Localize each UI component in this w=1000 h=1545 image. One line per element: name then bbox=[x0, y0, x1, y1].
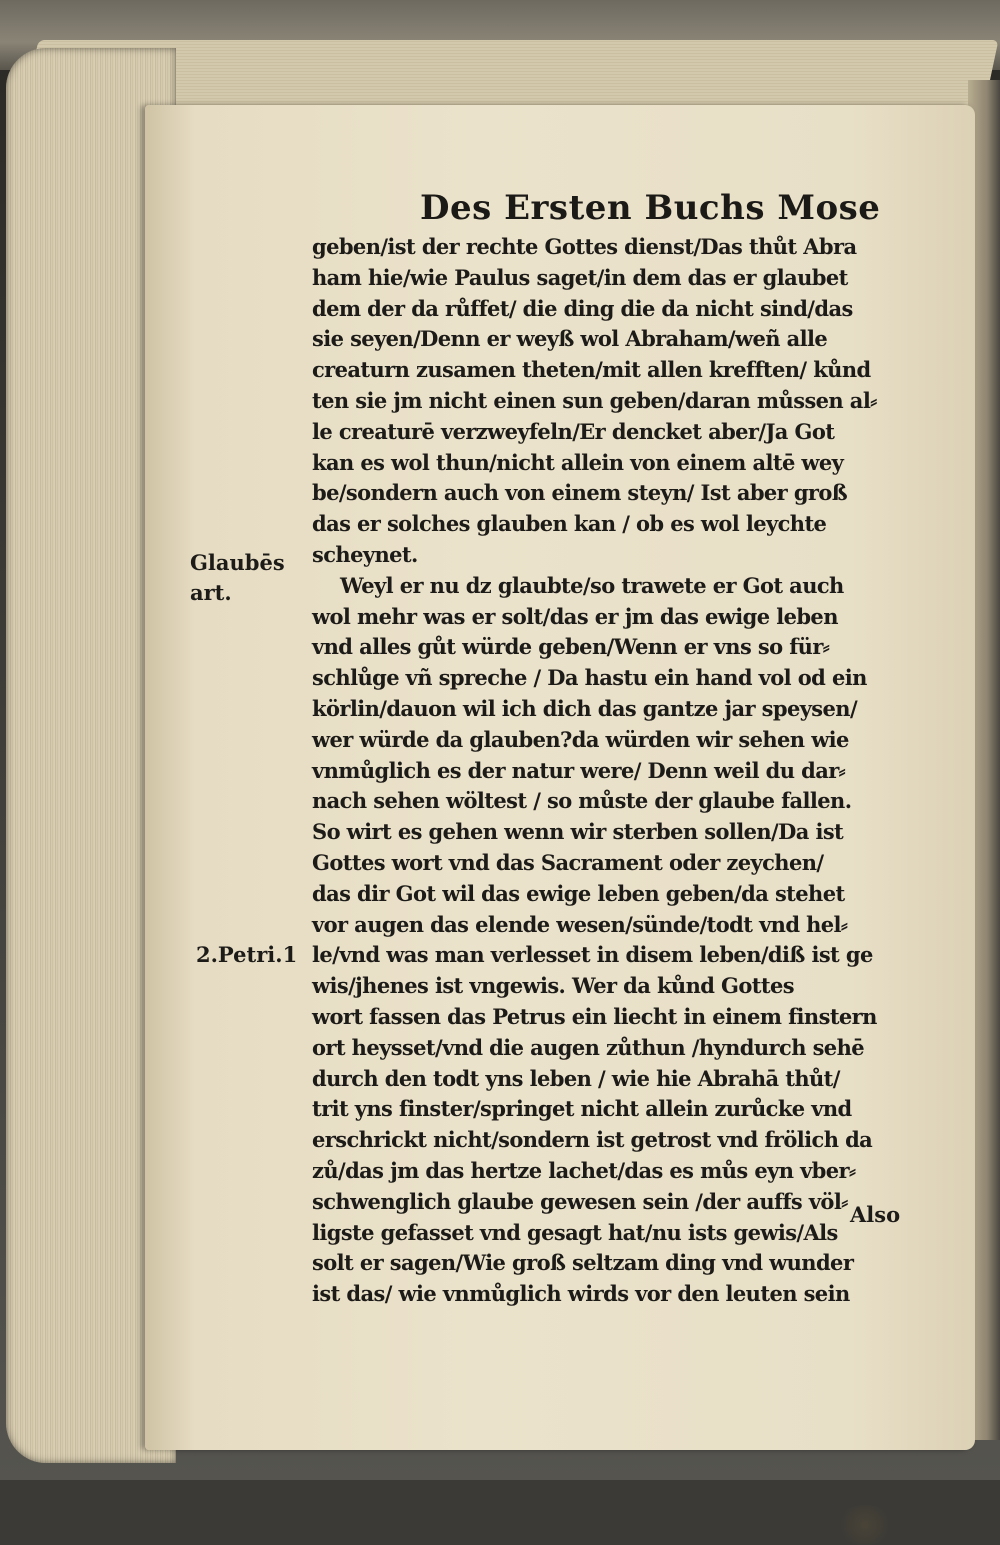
text-line: scheynet. bbox=[312, 541, 418, 567]
text-line: So wirt es gehen wenn wir sterben sollen/Da ist bbox=[312, 819, 844, 845]
text-line: ham hie/wie Paulus saget/in dem das er glaubet bbox=[312, 264, 848, 290]
margin-note-line: Glaubēs bbox=[190, 550, 285, 575]
text-line: erschrickt nicht/sondern ist getrost vnd frölich da bbox=[312, 1127, 873, 1153]
text-line: creaturn zusamen theten/mit allen krefften/ kůnd bbox=[312, 357, 871, 383]
text-line: vnmůglich es der natur were/ Denn weil du dar⸗ bbox=[312, 757, 846, 783]
text-line: nach sehen wöltest / so můste der glaube fallen. bbox=[312, 788, 852, 814]
text-line: das dir Got wil das ewige leben geben/da stehet bbox=[312, 880, 845, 906]
page-stain bbox=[835, 1505, 895, 1545]
text-line: vnd alles gůt würde geben/Wenn er vns so für⸗ bbox=[312, 634, 830, 660]
text-line: le creaturē verzweyfeln/Er dencket aber/Ja Got bbox=[312, 418, 835, 444]
text-line: schlůge vñ spreche / Da hastu ein hand vol od ein bbox=[312, 665, 867, 691]
margin-note-petri: 2.Petri.1 bbox=[196, 942, 298, 967]
text-line: sie seyen/Denn er weyß wol Abraham/weñ alle bbox=[312, 326, 828, 352]
text-line: ten sie jm nicht einen sun geben/daran můssen al⸗ bbox=[312, 387, 877, 413]
text-line: solt er sagen/Wie groß seltzam ding vnd wunder bbox=[312, 1250, 854, 1276]
text-line: dem der da růffet/ die ding die da nicht sind/das bbox=[312, 295, 853, 321]
text-line: ist das/ wie vnmůglich wirds vor den leuten sein bbox=[312, 1281, 850, 1307]
margin-note-glaubens-art bbox=[190, 548, 285, 608]
text-line: zů/das jm das hertze lachet/das es můs eyn vber⸗ bbox=[312, 1157, 856, 1183]
text-line: schwenglich glaube gewesen sein /der auffs völ⸗ bbox=[312, 1188, 848, 1214]
text-line: wis/jhenes ist vngewis. Wer da kůnd Gottes bbox=[312, 973, 794, 999]
text-line: Gottes wort vnd das Sacrament oder zeychen/ bbox=[312, 849, 824, 875]
text-line: ort heysset/vnd die augen zůthun /hyndurch sehē bbox=[312, 1034, 864, 1060]
text-line: be/sondern auch von einem steyn/ Ist aber groß bbox=[312, 480, 848, 506]
text-line: kan es wol thun/nicht allein von einem altē wey bbox=[312, 449, 844, 475]
running-title: Des Ersten Buchs Mose bbox=[420, 188, 881, 228]
text-line: wort fassen das Petrus ein liecht in einem finstern bbox=[312, 1003, 877, 1029]
body-text bbox=[312, 232, 912, 1310]
catchword: Also bbox=[850, 1202, 901, 1227]
text-line: geben/ist der rechte Gottes dienst/Das thůt Abra bbox=[312, 234, 857, 259]
text-line: Weyl er nu dz glaubte/so trawete er Got auch bbox=[340, 572, 844, 598]
text-line: trit yns finster/springet nicht allein zurůcke vnd bbox=[312, 1096, 852, 1122]
text-line: wol mehr was er solt/das er jm das ewige leben bbox=[312, 603, 838, 629]
text-line: das er solches glauben kan / ob es wol leychte bbox=[312, 511, 827, 537]
text-line: ligste gefasset vnd gesagt hat/nu ists gewis/Als bbox=[312, 1219, 838, 1245]
margin-note-line: art. bbox=[190, 580, 232, 605]
text-line: durch den todt yns leben / wie hie Abrahā thůt/ bbox=[312, 1065, 840, 1091]
text-line: le/vnd was man verlesset in disem leben/diß ist ge bbox=[312, 942, 873, 968]
text-line: wer würde da glauben?da würden wir sehen wie bbox=[312, 726, 849, 752]
text-line: vor augen das elende wesen/sünde/todt vnd hel⸗ bbox=[312, 911, 848, 937]
text-line: körlin/dauon wil ich dich das gantze jar speysen/ bbox=[312, 695, 858, 721]
